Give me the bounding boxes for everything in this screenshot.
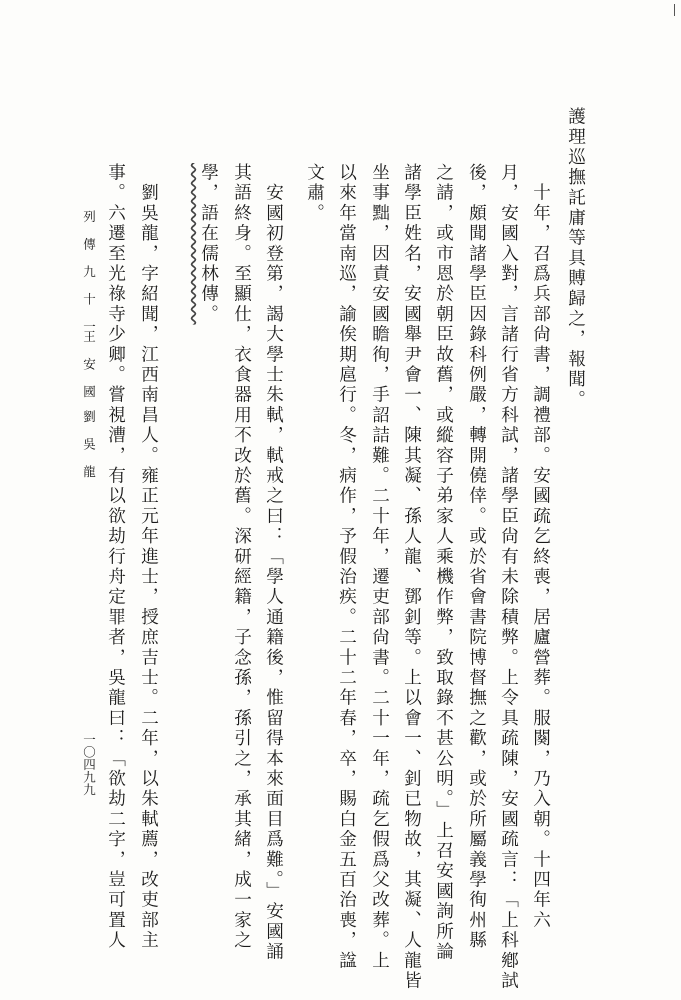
corner-mark <box>670 4 675 16</box>
text-column-1: 護理巡撫託庸等具賻歸之，報聞。 <box>565 107 586 410</box>
text-column-3: 月，安國入對，言諸行省方科試，諸學臣尙有未除積弊。上令具疏陳，安國疏言：「上科鄕試 <box>498 163 519 992</box>
text-column-4: 後，頗聞諸學臣因錄科例嚴，轉開僥倖。或於省會書院博督撫之歡，或於所屬義學徇州縣 <box>466 163 487 951</box>
text-column-14: 事。六遷至光祿寺少卿。嘗視漕，有以欲劫行舟定罪者，吳龍曰：「欲劫二字，豈可置人 <box>105 163 126 951</box>
text-column-12: 學，語在儒林傳。 <box>198 163 219 325</box>
text-column-7: 坐事黜，因責安國瞻徇，手詔詰難。二十年，遷吏部尙書。二十一年，疏乞假爲父改葬。上 <box>369 163 390 971</box>
text-column-6: 諸學臣姓名，安國舉尹會一、陳其凝、孫人龍、鄧釗等。上以會一、釗已物故，其凝、人龍皆 <box>401 163 422 992</box>
running-header-section: 列 傳 九 十 一 <box>81 210 97 333</box>
text-column-10: 安國初登第，謁大學士朱軾，軾戒之曰：「學人通籍後，惟留得本來面目爲難。」安國誦 <box>263 163 284 963</box>
text-column-9: 文肅。 <box>304 163 325 224</box>
text-column-5: 之請，或市恩於朝臣故舊，或縱容子弟家人乘機作弊，致取錄不甚公明。」上召安國詢所論 <box>433 163 454 963</box>
text-column-2: 十年，召爲兵部尙書，調禮部。安國疏乞終喪，居廬營葬。服闋，乃入朝。十四年六 <box>530 163 551 931</box>
text-column-11: 其語終身。至顯仕，衣食器用不改於舊。深研經籍，子念孫，孫引之，承其緒，成一家之 <box>231 163 252 951</box>
page-number: 一〇四九九 <box>81 733 97 796</box>
text-column-8: 以來年當南巡，諭俟期扈行。冬，病作，予假治疾。二十二年春，卒，賜白金五百治喪，諡 <box>336 163 357 971</box>
text-column-13: 劉吳龍，字紹聞，江西南昌人。雍正元年進士，授庶吉士。二年，以朱軾薦，改吏部主 <box>138 163 159 951</box>
running-header-names: 王 安 國 劉 吳 龍 <box>81 330 97 478</box>
